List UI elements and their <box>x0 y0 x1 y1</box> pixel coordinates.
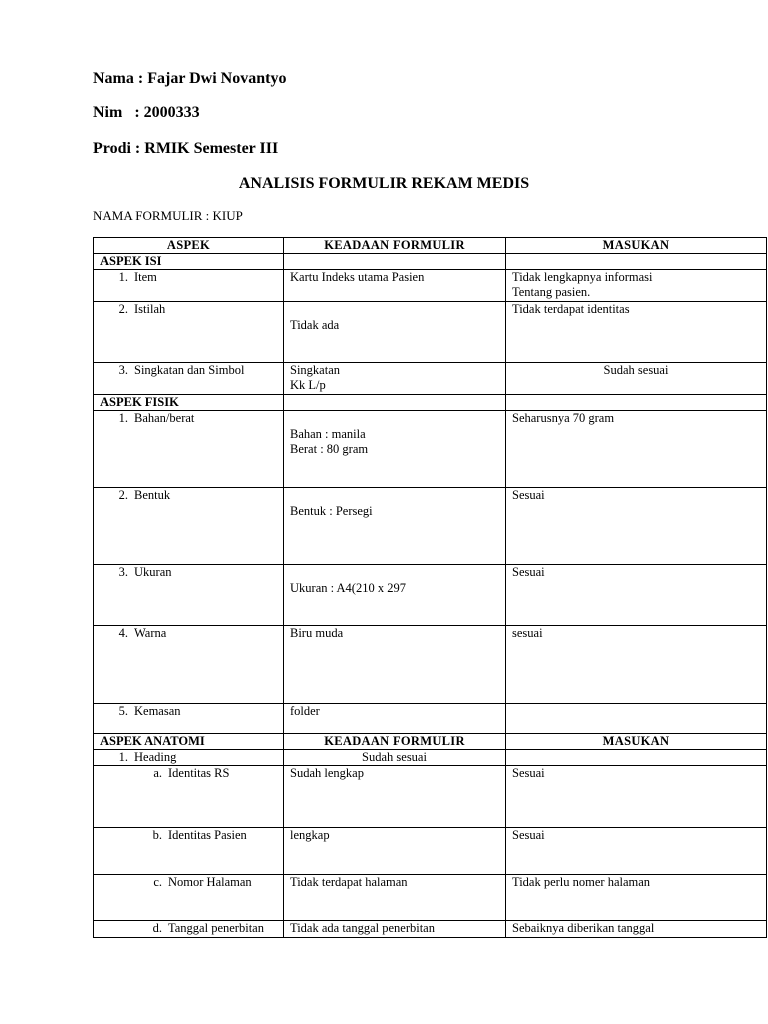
table-row: d. Tanggal penerbitan Tidak ada tanggal penerbitan Sebaiknya diberikan tanggal <box>94 921 767 938</box>
aspek-label: Bentuk <box>134 488 171 502</box>
section-row-fisik <box>94 395 767 411</box>
keadaan-cell: Ukuran : A4(210 x 297 <box>284 565 506 626</box>
masukan-cell: sesuai <box>506 626 767 704</box>
masukan-cell: Sesuai <box>506 828 767 875</box>
heading-row: 1. Heading Sudah sesuai <box>94 750 767 766</box>
section-label: ASPEK ANATOMI <box>94 734 284 750</box>
aspek-label: Heading <box>134 750 177 764</box>
keadaan-cell: Bentuk : Persegi <box>284 488 506 565</box>
masukan-cell: Sesuai <box>506 766 767 828</box>
analysis-table <box>93 237 767 938</box>
section-label: ASPEK FISIK <box>94 395 284 411</box>
keadaan-cell: Tidak ada <box>284 302 506 363</box>
table-row: b. Identitas Pasien lengkap Sesuai <box>94 828 767 875</box>
aspek-label: Istilah <box>134 302 166 316</box>
table-row: 1. Item Kartu Indeks utama Pasien Tidak lengkapnya informasi Tentang pasien. <box>94 270 767 302</box>
table-row: 3. Singkatan dan Simbol Singkatan Kk L/p Sudah sesuai <box>94 363 767 395</box>
masukan-cell: Sesuai <box>506 488 767 565</box>
keadaan-cell: Kartu Indeks utama Pasien <box>284 270 506 302</box>
keadaan-cell: Singkatan Kk L/p <box>284 363 506 395</box>
masukan-cell: Tidak lengkapnya informasi Tentang pasien. <box>506 270 767 302</box>
keadaan-cell: Sudah lengkap <box>284 766 506 828</box>
aspek-label: Singkatan dan Simbol <box>134 363 245 377</box>
table-row: 4. Warna Biru muda sesuai <box>94 626 767 704</box>
masukan-cell: Tidak perlu nomer halaman <box>506 875 767 921</box>
table-row: 1. Bahan/berat Bahan : manila Berat : 80 gram Seharusnya 70 gram <box>94 411 767 488</box>
form-name: NAMA FORMULIR : KIUP <box>93 208 243 223</box>
masukan-cell: Sudah sesuai <box>506 363 767 395</box>
aspek-label: Bahan/berat <box>134 411 195 425</box>
student-nim: Nim : 2000333 <box>93 104 200 121</box>
col-header-aspek: ASPEK <box>94 238 284 254</box>
aspek-label: Nomor Halaman <box>168 875 252 889</box>
section-row-anatomi <box>94 734 767 750</box>
table-row: 5. Kemasan folder <box>94 704 767 734</box>
document-title: ANALISIS FORMULIR REKAM MEDIS <box>238 175 530 192</box>
masukan-cell <box>506 704 767 734</box>
aspek-label: Warna <box>134 626 167 640</box>
aspek-label: Identitas RS <box>168 766 230 780</box>
col-header-keadaan: KEADAAN FORMULIR <box>284 734 506 750</box>
table-header-row <box>94 238 767 254</box>
aspek-label: Kemasan <box>134 704 181 718</box>
aspek-label: Tanggal penerbitan <box>168 921 264 935</box>
student-prodi: Prodi : RMIK Semester III <box>93 140 279 157</box>
keadaan-cell: Tidak ada tanggal penerbitan <box>284 921 506 938</box>
keadaan-cell: Bahan : manila Berat : 80 gram <box>284 411 506 488</box>
table-row: 3. Ukuran Ukuran : A4(210 x 297 Sesuai <box>94 565 767 626</box>
keadaan-cell: lengkap <box>284 828 506 875</box>
table-row: 2. Istilah Tidak ada Tidak terdapat identitas <box>94 302 767 363</box>
keadaan-cell: Tidak terdapat halaman <box>284 875 506 921</box>
table-row: 2. Bentuk Bentuk : Persegi Sesuai <box>94 488 767 565</box>
section-label: ASPEK ISI <box>94 254 284 270</box>
masukan-cell: Tidak terdapat identitas <box>506 302 767 363</box>
section-row-isi <box>94 254 767 270</box>
keadaan-cell: Biru muda <box>284 626 506 704</box>
masukan-cell: Seharusnya 70 gram <box>506 411 767 488</box>
col-header-masukan: MASUKAN <box>506 734 767 750</box>
table-row: a. Identitas RS Sudah lengkap Sesuai <box>94 766 767 828</box>
col-header-masukan: MASUKAN <box>506 238 767 254</box>
aspek-label: Item <box>134 270 157 284</box>
aspek-label: Ukuran <box>134 565 172 579</box>
col-header-keadaan: KEADAAN FORMULIR <box>284 238 506 254</box>
student-name: Nama : Fajar Dwi Novantyo <box>93 70 287 87</box>
masukan-cell: Sesuai <box>506 565 767 626</box>
heading-status: Sudah sesuai <box>284 750 506 766</box>
masukan-cell: Sebaiknya diberikan tanggal <box>506 921 767 938</box>
table-row: c. Nomor Halaman Tidak terdapat halaman Tidak perlu nomer halaman <box>94 875 767 921</box>
aspek-label: Identitas Pasien <box>168 828 247 842</box>
keadaan-cell: folder <box>284 704 506 734</box>
